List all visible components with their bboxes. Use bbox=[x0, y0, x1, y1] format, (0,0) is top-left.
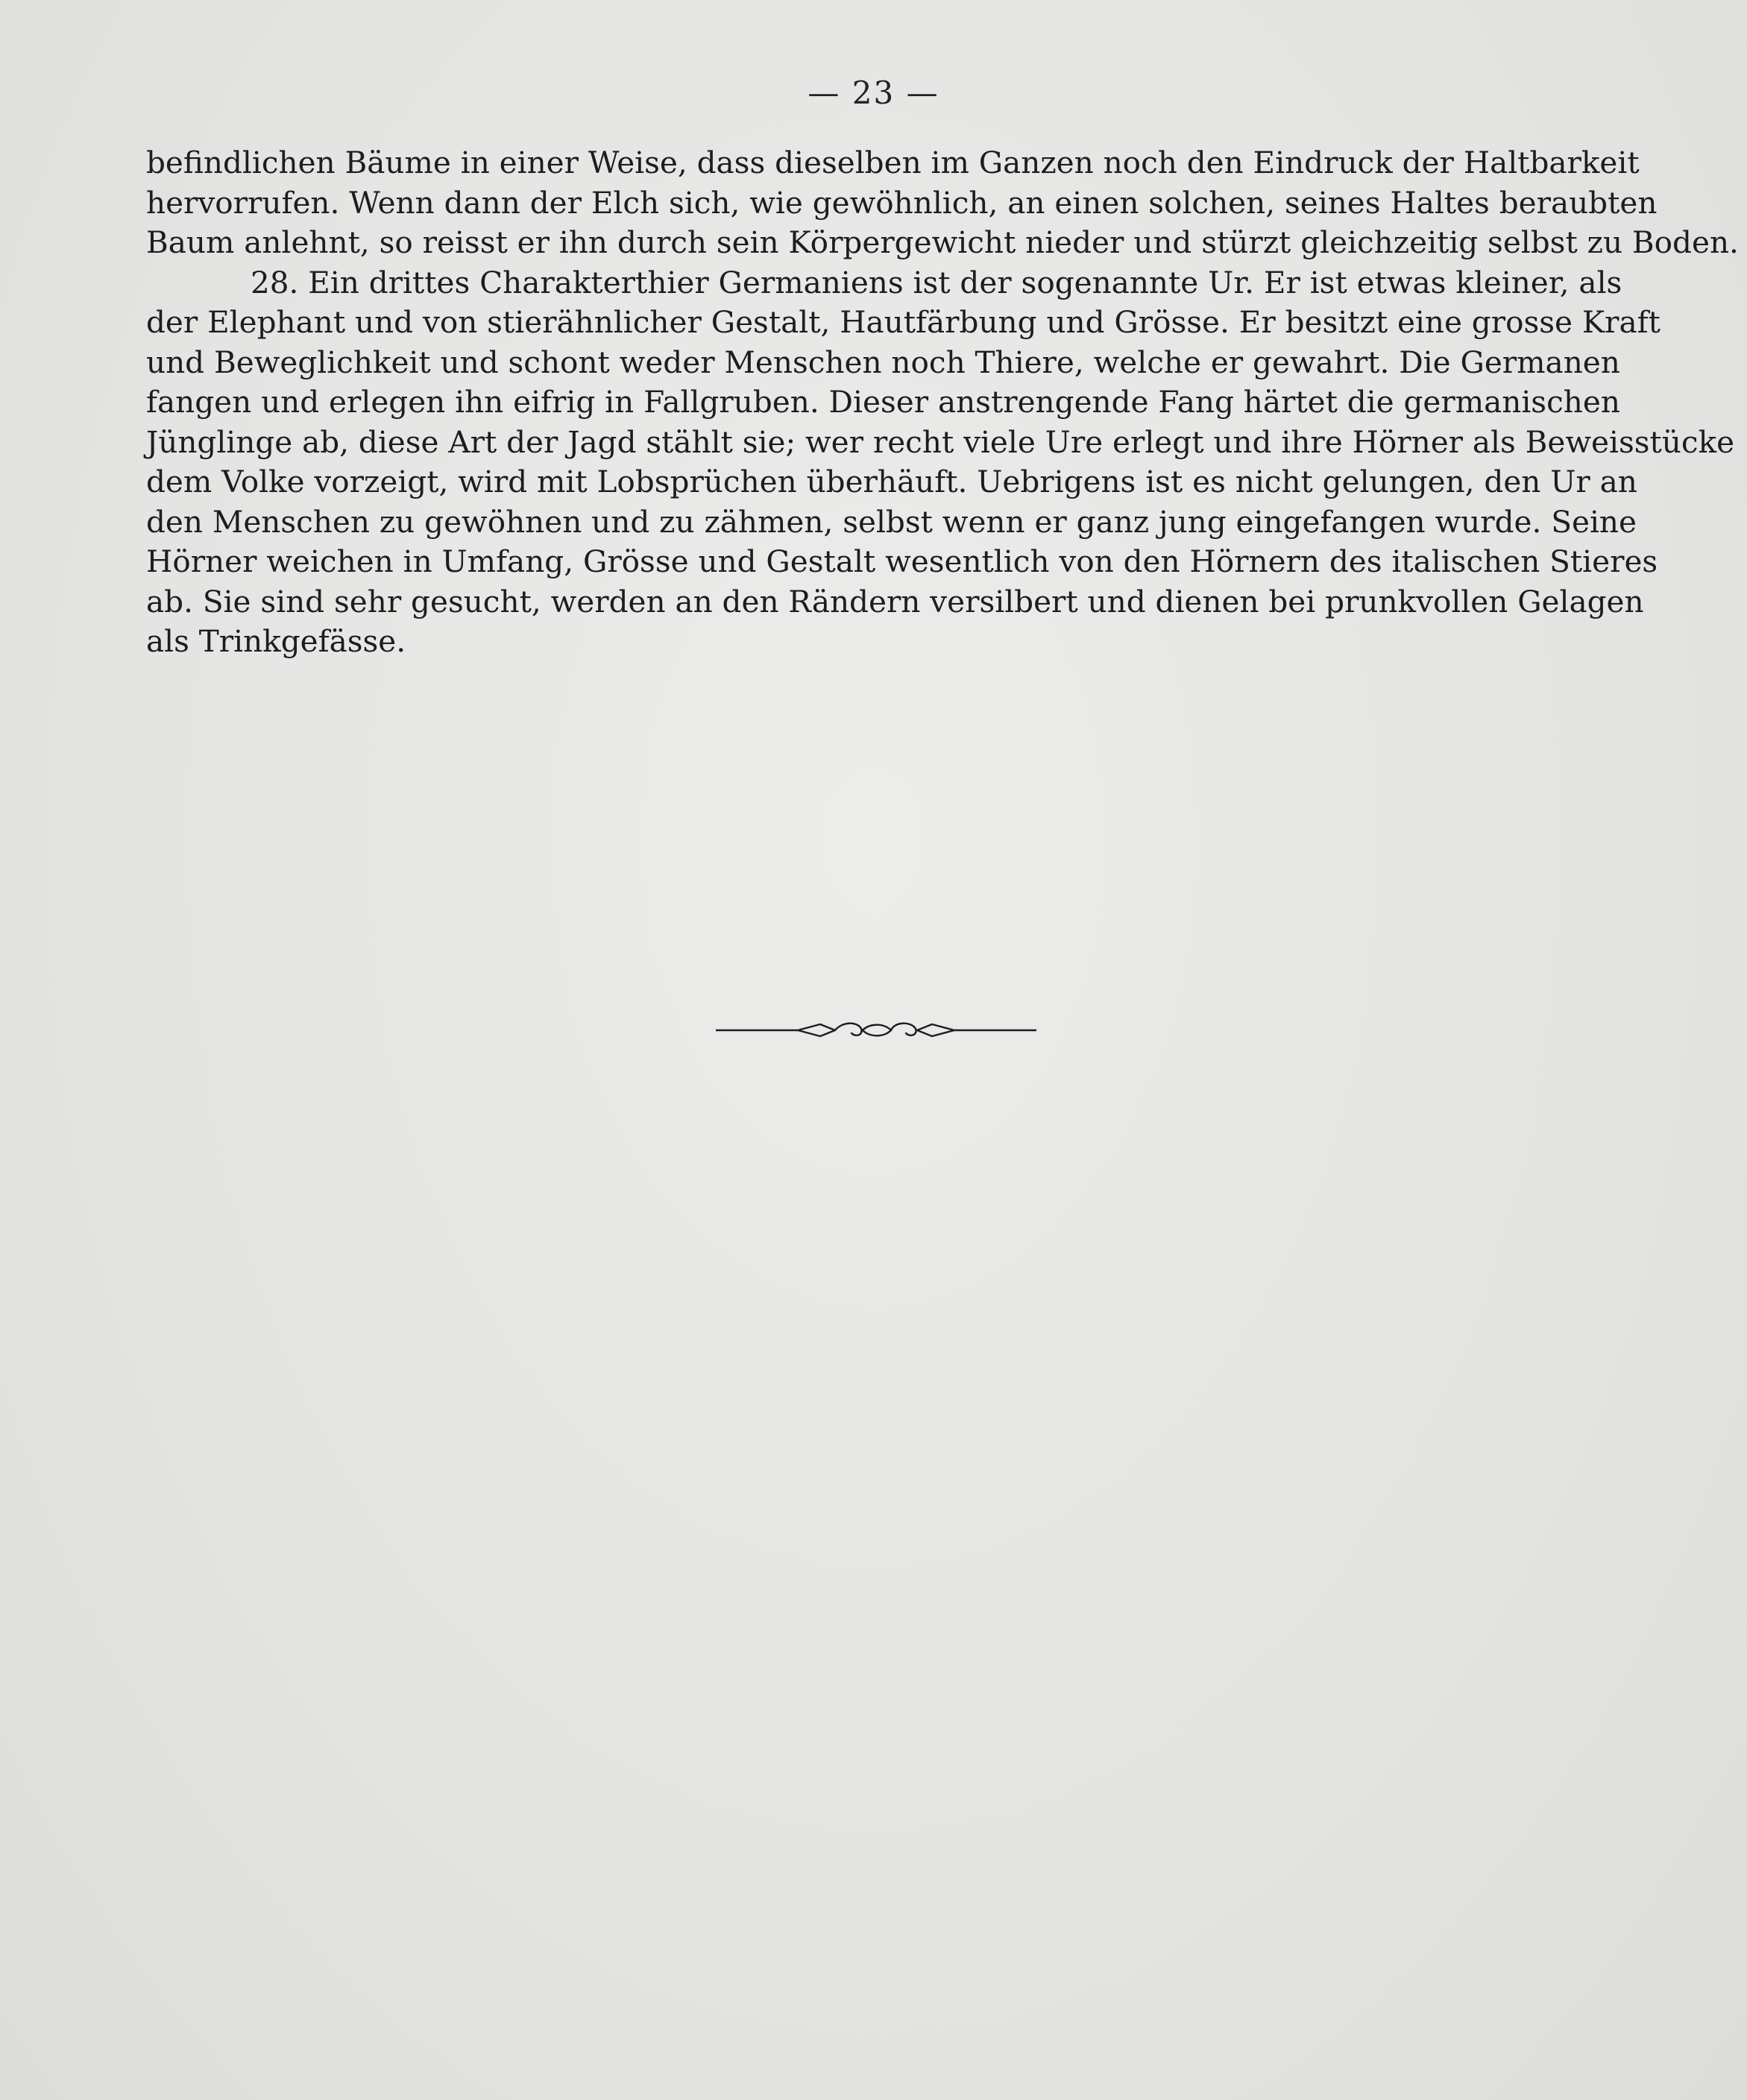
ornament-divider bbox=[716, 1015, 1036, 1045]
text-line: der Elephant und von stierähnlicher Gestalt, Hautfärbung und Grösse. Er besitzt eine grosse Kraft bbox=[146, 304, 1661, 340]
body-text bbox=[146, 143, 1739, 662]
text-line: hervorrufen. Wenn dann der Elch sich, wie gewöhnlich, an einen solchen, seines Haltes beraubten bbox=[146, 184, 1658, 221]
text-line: dem Volke vorzeigt, wird mit Lobsprüchen überhäuft. Uebrigens ist es nicht gelungen, den Ur an bbox=[146, 464, 1637, 499]
text-line: befindlichen Bäume in einer Weise, dass dieselben im Ganzen noch den Eindruck der Haltbarkeit bbox=[146, 145, 1640, 180]
text-line: 28. Ein drittes Charakterthier Germaniens ist der sogenannte Ur. Er ist etwas kleiner, als bbox=[251, 264, 1622, 300]
page-number: — 23 — bbox=[808, 75, 939, 111]
text-line: Jünglinge ab, diese Art der Jagd stählt sie; wer recht viele Ure erlegt und ihre Hörner als Beweisstücke bbox=[146, 423, 1735, 460]
text-line: den Menschen zu gewöhnen und zu zähmen, selbst wenn er ganz jung eingefangen wurde. Seine bbox=[146, 503, 1637, 540]
text-line: fangen und erlegen ihn eifrig in Fallgruben. Dieser anstrengende Fang härtet die germanischen bbox=[146, 384, 1620, 420]
text-line: Hörner weichen in Umfang, Grösse und Gestalt wesentlich von den Hörnern des italischen Stieres bbox=[146, 543, 1658, 579]
text-line: und Beweglichkeit und schont weder Menschen noch Thiere, welche er gewahrt. Die Germanen bbox=[146, 344, 1620, 380]
text-line: als Trinkgefässe. bbox=[146, 623, 406, 659]
text-line: Baum anlehnt, so reisst er ihn durch sein Körpergewicht nieder und stürzt gleichzeitig selbst zu Boden. bbox=[146, 224, 1739, 260]
text-line: ab. Sie sind sehr gesucht, werden an den Rändern versilbert und dienen bei prunkvollen Gelagen bbox=[146, 583, 1644, 619]
